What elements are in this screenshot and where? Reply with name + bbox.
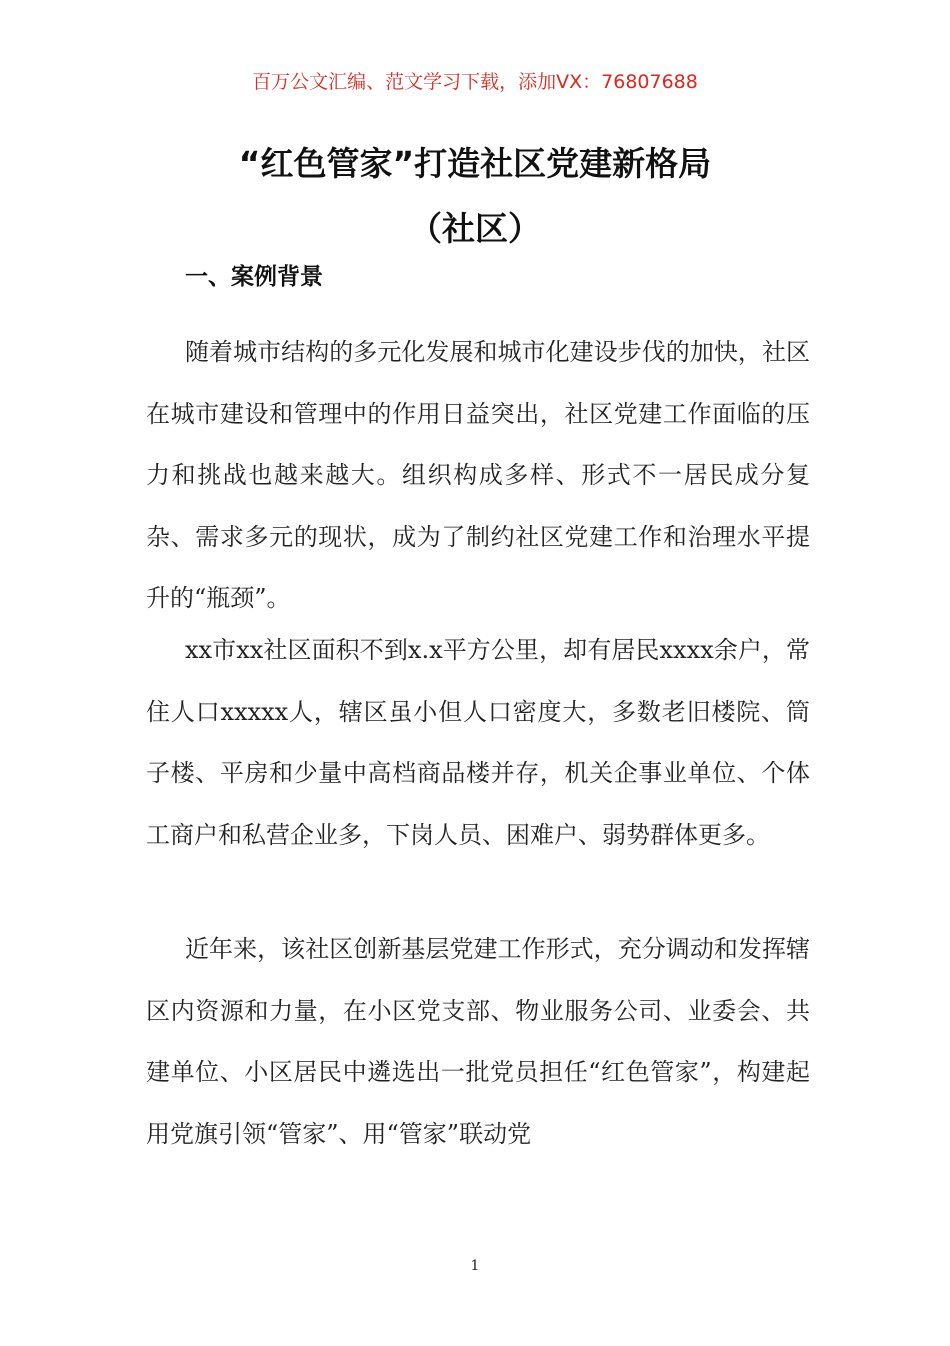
paragraph-2: xx市xx社区面积不到x.x平方公里，却有居民xxxx余户，常住人口xxxxx人，辖区虽小但人口密度大，多数老旧楼院、筒子楼、平房和少量中高档商品楼并存，机关企事业单位、个体工商户和私营企业多，下岗人员、困难户、弱势群体更多。: [146, 636, 810, 849]
paragraph-3: 近年来，该社区创新基层党建工作形式，充分调动和发挥辖区内资源和力量，在小区党支部、物业服务公司、业委会、共建单位、小区居民中遴选出一批党员担任“红色管家”，构建起用党旗引领“管家”、用“管家”联动党: [146, 935, 810, 1148]
header-watermark-note: 百万公文汇编、范文学习下载，添加VX：76807688: [252, 71, 698, 93]
document-title: “红色管家”打造社区党建新格局: [238, 144, 712, 183]
document-subtitle: （社区）: [409, 209, 541, 248]
section-heading-background: 一、案例背景: [185, 264, 323, 290]
page-number: 1: [470, 1258, 480, 1274]
paragraph-1: 随着城市结构的多元化发展和城市化建设步伐的加快，社区在城市建设和管理中的作用日益突出，社区党建工作面临的压力和挑战也越来越大。组织构成多样、形式不一居民成分复杂、需求多元的现状，成为了制约社区党建工作和治理水平提升的“瓶颈”。: [146, 338, 810, 612]
